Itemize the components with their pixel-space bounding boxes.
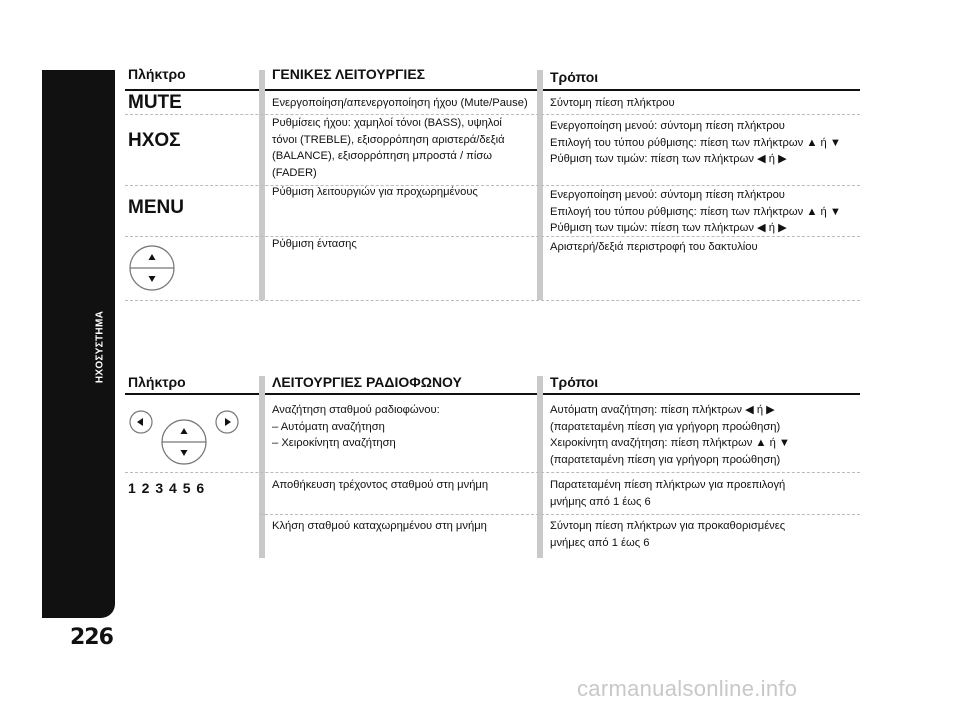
chapter-label: ΗΧΟΣΥΣΤΗΜΑ — [94, 310, 106, 384]
table2-row-recall-function: Κλήση σταθμού καταχωρημένου στη μνήμη — [272, 520, 487, 532]
table1-header-mode: Τρόποι — [550, 69, 599, 85]
table1-row-mute-mode: Σύντομη πίεση πλήκτρου — [550, 97, 675, 109]
table2-header-key: Πλήκτρο — [128, 374, 186, 390]
table1-row-volume-function: Ρύθμιση έντασης — [272, 238, 357, 250]
table2-header-functions: ΛΕΙΤΟΥΡΓΙΕΣ ΡΑΔΙΟΦΩΝΟΥ — [272, 374, 462, 390]
table2-header-mode: Τρόποι — [550, 374, 599, 390]
table1-row-mute-function: Ενεργοποίηση/απενεργοποίηση ήχου (Mute/Pause) — [272, 97, 528, 109]
table1-row-sound-mode: Ενεργοποίηση μενού: σύντομη πίεση πλήκτρου Επιλογή του τύπου ρύθμισης: πίεση των πλήκτρων ▲ ή ▼ Ρύθμιση των τιμών: πίεση των πλήκτρων ◀ ή ▶ — [550, 120, 841, 165]
row-separator — [260, 514, 860, 515]
tuning-buttons-icon — [128, 408, 240, 468]
table1-bottom-separator — [125, 300, 860, 301]
key-menu: MENU — [128, 197, 184, 218]
row-separator — [125, 185, 860, 186]
table2-row-tuning-mode: Αυτόματη αναζήτηση: πίεση πλήκτρων ◀ ή ▶ (παρατεταμένη πίεση για γρήγορη προώθηση) Χειροκίνητη αναζήτηση: πίεση πλήκτρων ▲ ή ▼ (παρατεταμένη πίεση για γρήγορη προώθηση) — [550, 404, 790, 466]
table1-header-functions: ΓΕΝΙΚΕΣ ΛΕΙΤΟΥΡΓΙΕΣ — [272, 66, 426, 82]
table1-header-rule — [125, 89, 860, 91]
table1-row-menu-mode: Ενεργοποίηση μενού: σύντομη πίεση πλήκτρου Επιλογή του τύπου ρύθμισης: πίεση των πλήκτρων ▲ ή ▼ Ρύθμιση των τιμών: πίεση των πλήκτρων ◀ ή ▶ — [550, 189, 841, 234]
page-number: 226 — [70, 625, 113, 650]
table1-row-sound-function: Ρυθμίσεις ήχου: χαμηλοί τόνοι (BASS), υψηλοί τόνοι (TREBLE), εξισορρόπηση αριστερά/δεξιά (BALANCE), εξισορρόπηση μπροστά / πίσω (FADER) — [272, 117, 505, 179]
row-separator — [125, 236, 860, 237]
table2-column-divider-1 — [259, 376, 265, 558]
table2-row-recall-mode: Σύντομη πίεση πλήκτρων για προκαθορισμένες μνήμες από 1 έως 6 — [550, 520, 786, 549]
key-sound: ΗΧΟΣ — [128, 130, 181, 151]
table1-header-key: Πλήκτρο — [128, 66, 186, 82]
table2-row-store-mode: Παρατεταμένη πίεση πλήκτρων για προεπιλογή μνήμης από 1 έως 6 — [550, 479, 786, 508]
table2-column-divider-2 — [537, 376, 543, 558]
table1-row-volume-mode: Αριστερή/δεξιά περιστροφή του δακτυλίου — [550, 241, 758, 253]
row-separator — [125, 472, 860, 473]
table1-row-menu-function: Ρύθμιση λειτουργιών για προχωρημένους — [272, 186, 478, 198]
table2-row-store-function: Αποθήκευση τρέχοντος σταθμού στη μνήμη — [272, 479, 489, 491]
preset-keys-label: 1 2 3 4 5 6 — [128, 480, 206, 496]
table2-row-tuning-function: Αναζήτηση σταθμού ραδιοφώνου: – Αυτόματη αναζήτηση – Χειροκίνητη αναζήτηση — [272, 404, 440, 449]
table2-header-rule — [125, 393, 860, 395]
watermark: carmanualsonline.info — [577, 676, 798, 701]
volume-knob-icon — [128, 244, 176, 292]
key-mute: MUTE — [128, 92, 182, 113]
